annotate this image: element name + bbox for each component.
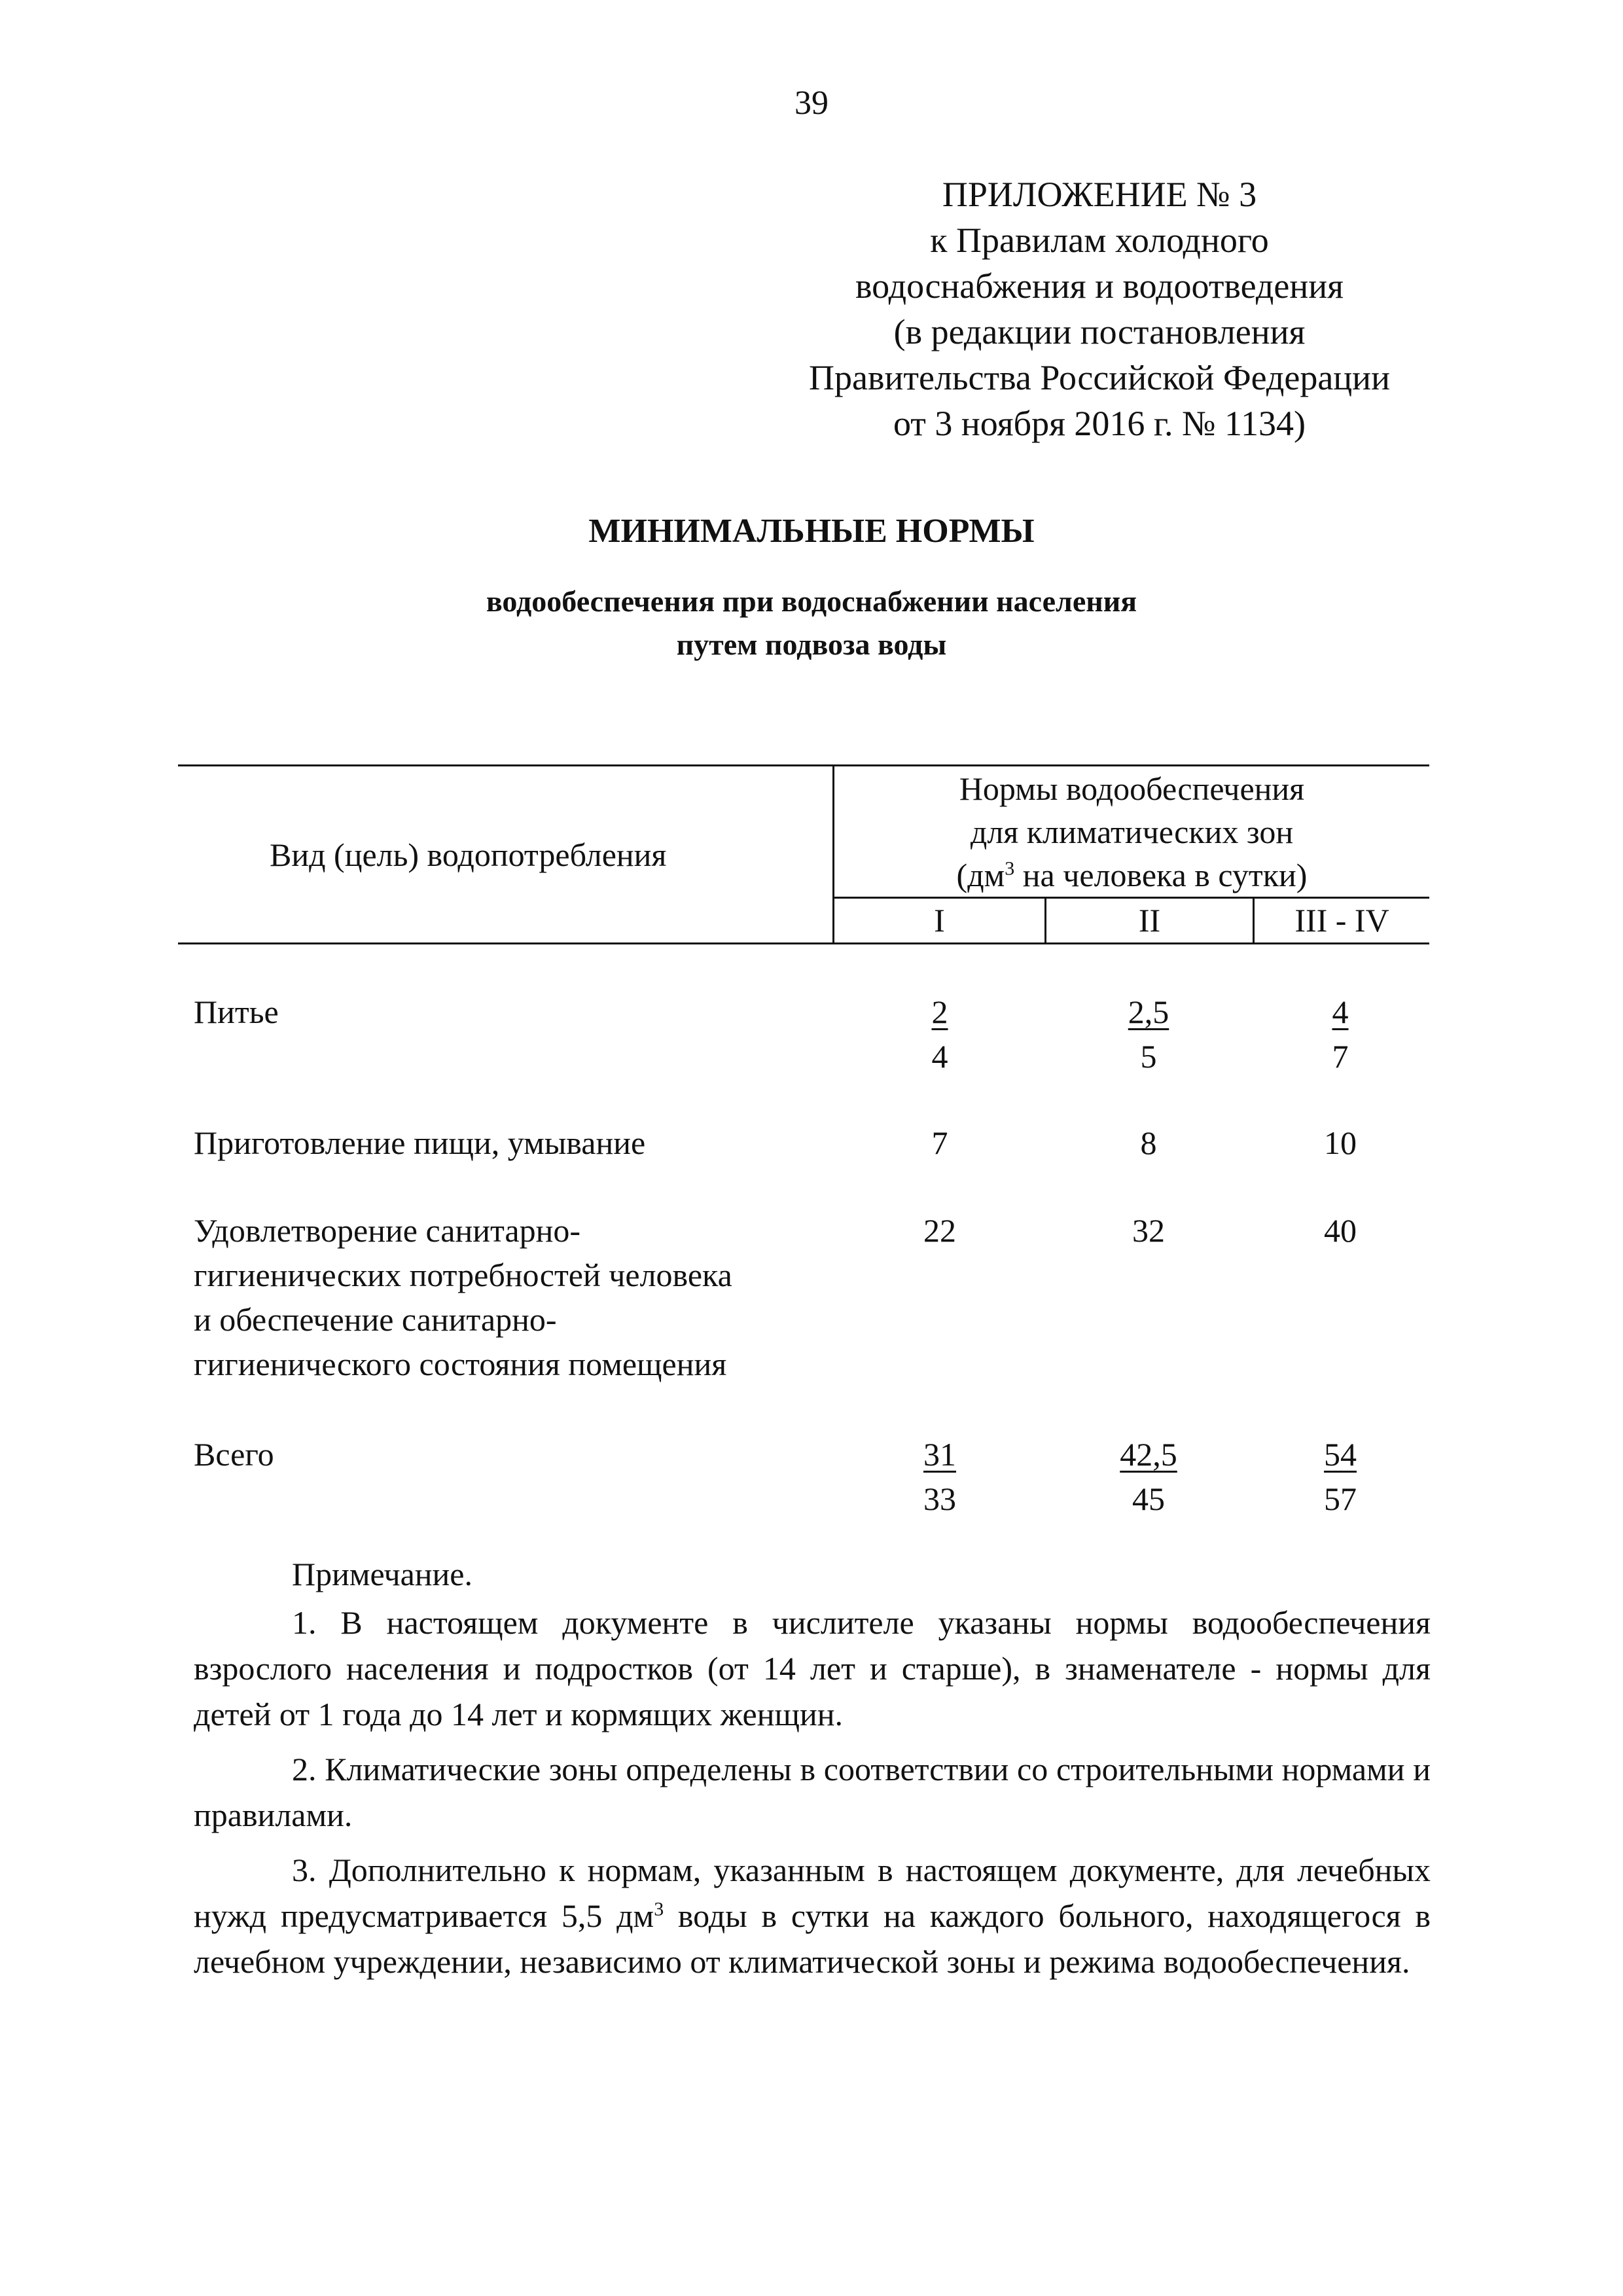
norms-header-line: для климатических зон: [970, 814, 1294, 850]
appendix-line: от 3 ноября 2016 г. № 1134): [893, 404, 1306, 443]
subtitle-line: водообеспечения при водоснабжении населения: [486, 584, 1137, 618]
appendix-line: к Правилам холодного: [930, 221, 1269, 260]
value-cooking-zone2: 8: [1140, 1124, 1157, 1161]
value-total-zone2: $\frac{42,5}{45}$: [1120, 1436, 1177, 1517]
value-sanitary-zone3: 40: [1324, 1212, 1357, 1249]
table-top-rule: [178, 764, 1429, 766]
appendix-header: [772, 171, 1427, 446]
row-label-drinking: Питье: [194, 994, 279, 1030]
appendix-line: Правительства Российской Федерации: [809, 358, 1390, 397]
appendix-line: водоснабжения и водоотведения: [855, 266, 1344, 306]
norms-header-line: ($дм^3$ на человека в сутки): [956, 857, 1308, 893]
document-subtitle: [0, 580, 1623, 666]
subtitle-line: путем подвоза воды: [676, 628, 947, 661]
notes-section: [194, 1551, 1431, 1984]
note-item-3: 3. Дополнительно к нормам, указанным в настоящем документе, для лечебных нужд предусматривается 5,5 $дм^3$ воды в сутки на каждого больного, находящегося в лечебном учреждении, независимо от климатической зоны и режима водообеспечения.: [194, 1852, 1431, 1980]
value-drinking-zone2: $\frac{2,5}{5}$: [1128, 994, 1169, 1075]
column-header-usage: Вид (цель) водопотребления: [270, 836, 667, 873]
page-number: 39: [794, 84, 829, 122]
appendix-line: (в редакции постановления: [893, 312, 1306, 351]
zone-header-1: I: [934, 902, 945, 939]
value-total-zone3: $\frac{54}{57}$: [1324, 1436, 1357, 1517]
zone-header-2: II: [1138, 902, 1161, 939]
row-label-cooking: Приготовление пищи, умывание: [194, 1124, 646, 1161]
row-label-sanitary: Удовлетворение санитарно- гигиенических потребностей человека и обеспечение санитарно- гигиенического состояния помещения: [194, 1212, 732, 1382]
value-sanitary-zone1: 22: [923, 1212, 956, 1249]
column-header-norms: [834, 767, 1429, 897]
value-drinking-zone1: $\frac{2}{4}$: [931, 994, 948, 1075]
table-header-bottom-rule: [178, 942, 1429, 944]
row-label-total: Всего: [194, 1436, 274, 1473]
document-title: МИНИМАЛЬНЫЕ НОРМЫ: [588, 512, 1035, 550]
zone-header-3: III - IV: [1294, 902, 1389, 939]
value-cooking-zone1: 7: [931, 1124, 948, 1161]
appendix-line: ПРИЛОЖЕНИЕ № 3: [942, 175, 1257, 214]
value-total-zone1: $\frac{31}{33}$: [923, 1436, 956, 1517]
notes-heading: Примечание.: [292, 1556, 473, 1592]
note-item-1: 1. В настоящем документе в числителе указаны нормы водообеспечения взрослого населения и подростков (от 14 лет и старше), в знаменателе - нормы для детей от 1 года до 14 лет и кормящих женщин.: [194, 1604, 1431, 1732]
value-drinking-zone3: $\frac{4}{7}$: [1332, 994, 1349, 1075]
value-cooking-zone3: 10: [1324, 1124, 1357, 1161]
value-sanitary-zone2: 32: [1132, 1212, 1165, 1249]
norms-header-line: Нормы водообеспечения: [959, 770, 1305, 807]
note-item-2: 2. Климатические зоны определены в соответствии со строительными нормами и правилами.: [194, 1751, 1431, 1833]
